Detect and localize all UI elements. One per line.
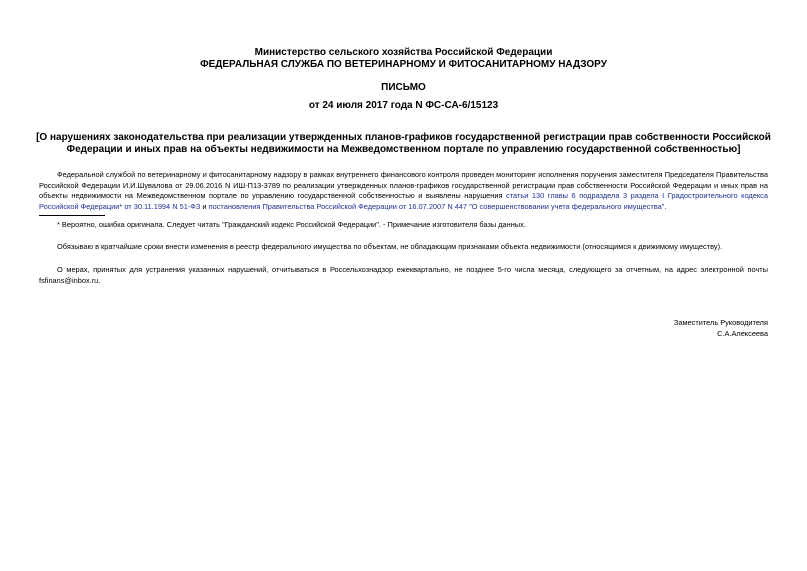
service-title: ФЕДЕРАЛЬНАЯ СЛУЖБА ПО ВЕТЕРИНАРНОМУ И ФИТОСАНИТАРНОМУ НАДЗОРУ (200, 59, 607, 70)
footnote-mark: * (119, 201, 123, 211)
link-text: от 30.11.1994 N 51-ФЗ (122, 201, 201, 211)
signatory-position: Заместитель Руководителя (673, 318, 768, 327)
document-subject: [О нарушениях законодательства при реализации утвержденных планов-графиков государственной регистрации прав собственности Российской Федерации и иных прав на объекты недвижимости на Межведомственном портале по управлению государственной собственностью] (36, 132, 771, 155)
link-text: статьи 130 главы 6 подраздела 3 раздела I Градостроительного кодекса Российской Федерации (39, 191, 768, 211)
footnote: * Вероятно, ошибка оригинала. Следует читать "Гражданский кодекс Российской Федерации". - Примечание изготовителя базы данных. (57, 220, 526, 229)
body-paragraph-3: О мерах, принятых для устранения указанных нарушений, отчитываться в Россельхознадзор ежеквартально, не позднее 5-го числа месяца, следующего за отчетным, на адрес электронной почты fsfinans@inbox.ru. (39, 265, 768, 285)
footnote-divider (39, 215, 105, 216)
document-date-number: от 24 июля 2017 года N ФС-СА-6/15123 (308, 100, 499, 111)
body-paragraph-2: Обязываю в кратчайшие сроки внести изменения в реестр федерального имущества по объектам, не обладающим признаками объекта недвижимости (относящимся к движимому имуществу). (57, 242, 723, 251)
ministry-title: Министерство сельского хозяйства Российской Федерации (254, 47, 553, 58)
paragraph-text: и (200, 201, 209, 211)
body-paragraph-1 (39, 170, 768, 212)
paragraph-text: . (664, 201, 667, 211)
paragraph-text: Федеральной службой по ветеринарному и фитосанитарному надзору в рамках внутреннего финансового контроля проведен мониторинг исполнения поручения заместителя Председателя Правительства Российской Федерации И.И.Шувалова от 29.06.2016 N ИШ-П13-3789 по реализации утвержденных планов-графиков государственной регистрации прав собственности Российской Федерации и иных прав на объекты недвижимости на Межведомственном портале по управлению государственной собственностью и выявлены нарушения (39, 170, 768, 201)
link-government-decree[interactable]: постановления Правительства Российской Федерации от 16.07.2007 N 447 "О совершенствовании учета федерального имущества" (208, 201, 665, 211)
document-type: ПИСЬМО (381, 82, 426, 93)
signatory-name: С.А.Алексеева (717, 328, 768, 338)
signature-block (674, 318, 768, 339)
